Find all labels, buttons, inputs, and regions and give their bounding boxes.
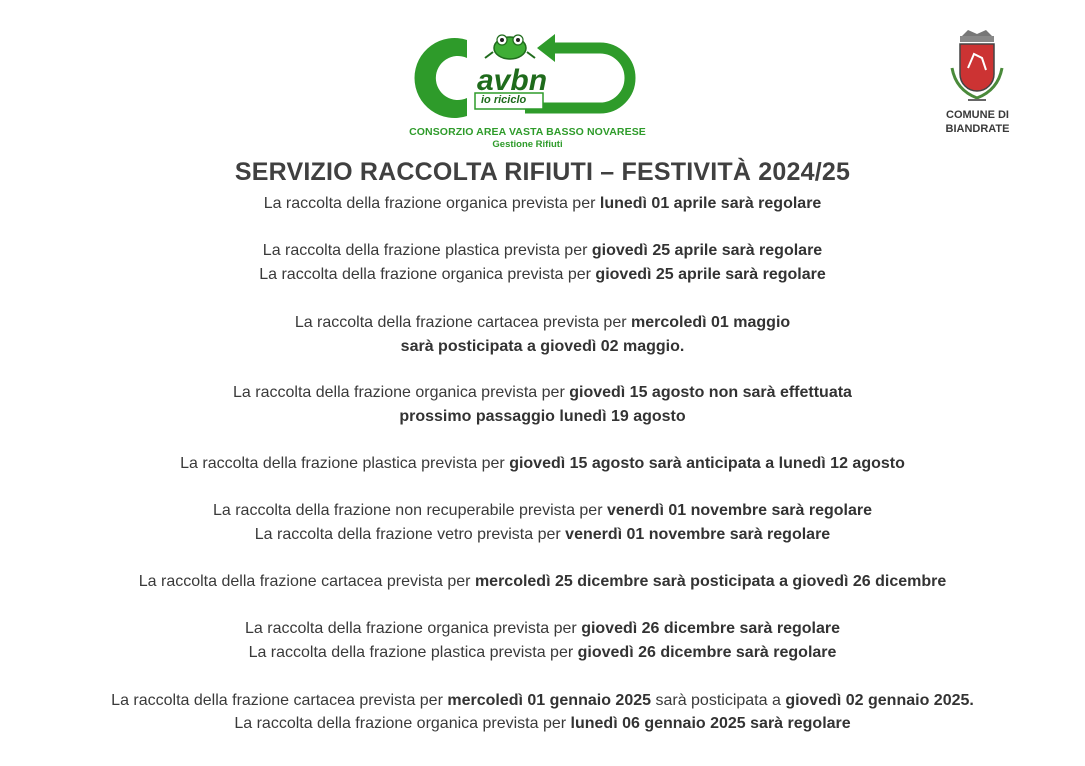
frog-icon xyxy=(485,35,535,59)
crest-label-town: BIANDRATE xyxy=(945,123,1010,135)
logo-brand: avbn xyxy=(477,64,548,97)
cavbn-logo xyxy=(405,28,650,153)
coat-of-arms-icon xyxy=(930,28,1025,108)
notice-line: La raccolta della frazione organica prevista per giovedì 26 dicembre sarà regolare xyxy=(245,620,840,637)
logo-dept: Gestione Rifiuti xyxy=(492,139,563,150)
notice-line: La raccolta della frazione plastica prevista per giovedì 15 agosto sarà anticipata a lunedì 12 agosto xyxy=(180,455,905,472)
notice-line: prossimo passaggio lunedì 19 agosto xyxy=(399,408,686,425)
crest-label-comune: COMUNE DI xyxy=(946,109,1009,121)
notice-line: La raccolta della frazione cartacea prevista per mercoledì 01 maggio xyxy=(294,314,791,331)
notice-line: La raccolta della frazione plastica prevista per giovedì 26 dicembre sarà regolare xyxy=(248,644,837,661)
municipality-crest xyxy=(930,28,1025,143)
page-title: SERVIZIO RACCOLTA RIFIUTI – FESTIVITÀ 2024/25 xyxy=(234,158,851,186)
notice-line: La raccolta della frazione organica prevista per giovedì 15 agosto non sarà effettuata xyxy=(233,384,852,401)
notice-line: La raccolta della frazione organica prevista per lunedì 06 gennaio 2025 sarà regolare xyxy=(234,715,851,732)
notice-line: La raccolta della frazione cartacea prevista per mercoledì 25 dicembre sarà posticipata a giovedì 26 dicembre xyxy=(138,573,947,590)
logo-tagline: io riciclo xyxy=(481,94,527,106)
notice-line: La raccolta della frazione plastica prevista per giovedì 25 aprile sarà regolare xyxy=(262,242,823,259)
notice-line: La raccolta della frazione non recuperabile prevista per venerdì 01 novembre sarà regolare xyxy=(212,502,873,519)
notice-line: sarà posticipata a giovedì 02 maggio. xyxy=(400,338,685,355)
notice-line: La raccolta della frazione cartacea prevista per mercoledì 01 gennaio 2025 sarà posticipata a giovedì 02 gennaio 2025. xyxy=(111,692,974,709)
notice-line: La raccolta della frazione vetro prevista per venerdì 01 novembre sarà regolare xyxy=(254,526,831,543)
logo-org-name: CONSORZIO AREA VASTA BASSO NOVARESE xyxy=(409,126,646,138)
notice-line: La raccolta della frazione organica prevista per giovedì 25 aprile sarà regolare xyxy=(259,266,826,283)
notice-line: La raccolta della frazione organica prevista per lunedì 01 aprile sarà regolare xyxy=(263,195,822,212)
